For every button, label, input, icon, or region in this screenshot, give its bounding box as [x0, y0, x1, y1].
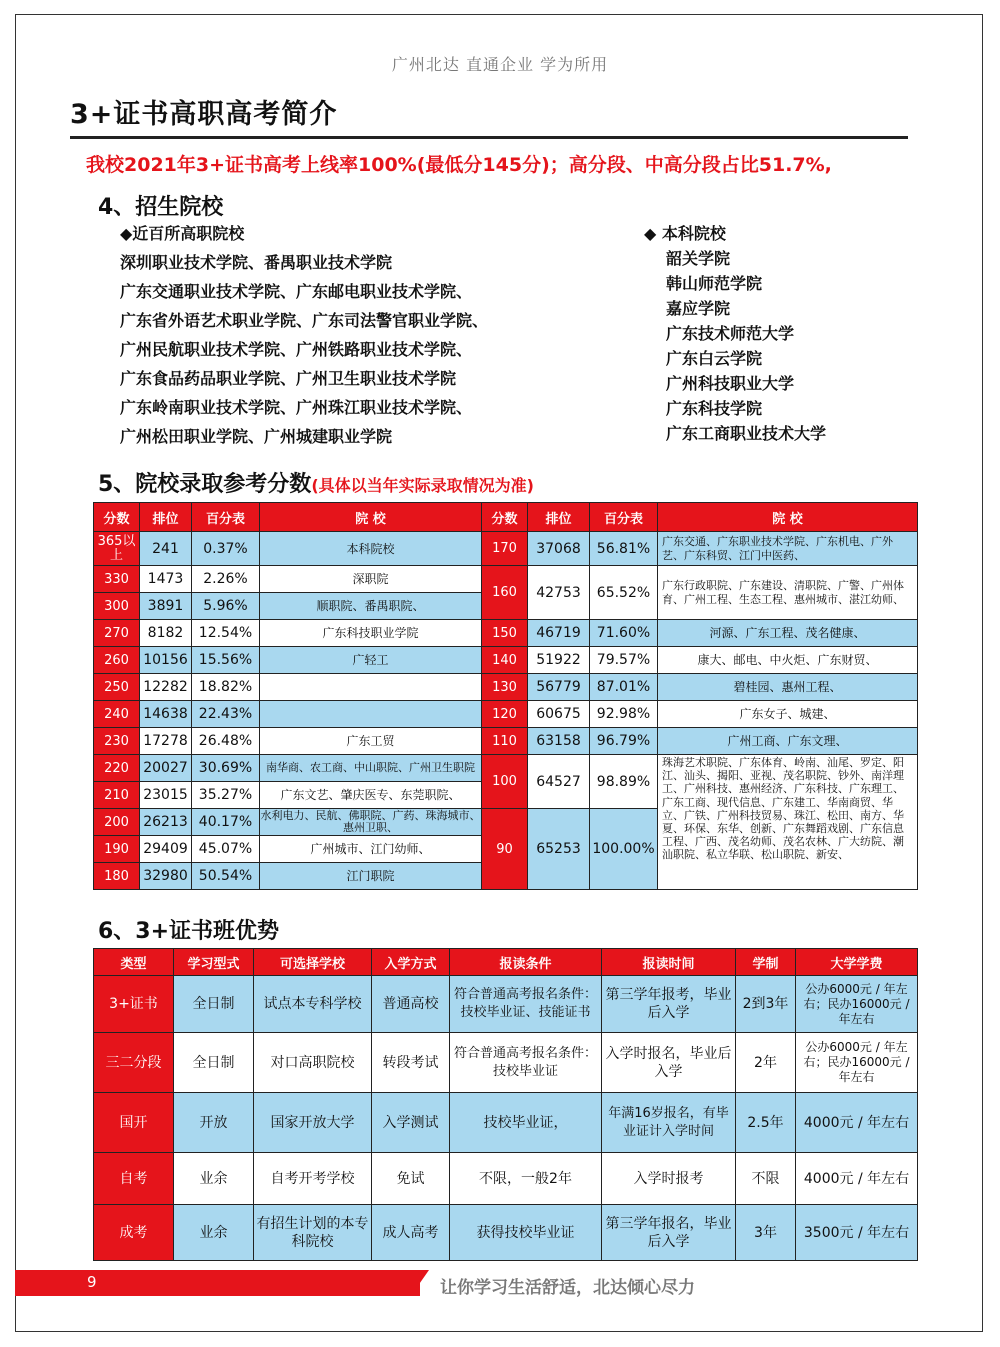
header-score: 分数: [94, 503, 140, 532]
school-cell: [260, 701, 482, 728]
school-cell: 深职院: [260, 566, 482, 593]
percent-cell: 18.82%: [192, 674, 260, 701]
section5-note: (具体以当年实际录取情况为准): [311, 476, 534, 495]
tuition-cell: 4000元 / 年左右: [796, 1153, 918, 1205]
program-comparison-table: [93, 948, 918, 1261]
entry-method-cell: 成人高考: [372, 1205, 450, 1261]
header-percent: 百分表: [192, 503, 260, 532]
rank-cell: 1473: [140, 566, 192, 593]
school-cell: [260, 674, 482, 701]
section4-heading: 4、招生院校: [98, 195, 224, 220]
score-cell: 300: [94, 593, 140, 620]
list-item: 广东科技学院: [666, 399, 763, 418]
header-type: 类型: [94, 949, 174, 976]
entry-method-cell: 转段考试: [372, 1033, 450, 1093]
percent-cell: 50.54%: [192, 863, 260, 890]
rank-cell: 65253: [528, 809, 590, 890]
score-cell: 170: [482, 532, 528, 566]
admission-score-table: [93, 502, 918, 890]
list-item: 广东岭南职业技术学院、广州珠江职业技术学院、: [120, 398, 473, 417]
rank-cell: 32980: [140, 863, 192, 890]
list-item: 深圳职业技术学院、番禺职业技术学院: [120, 253, 393, 272]
list-item: 广州科技职业大学: [666, 374, 795, 393]
school-cell: 水利电力、民航、佛职院、广药、珠海城市、惠州卫职、: [260, 809, 481, 834]
entry-method-cell: 普通高校: [372, 976, 450, 1033]
table-row: [94, 566, 918, 593]
score-cell: 210: [94, 782, 140, 809]
percent-cell: 71.60%: [590, 620, 658, 647]
requirements-cell: 获得技校毕业证: [450, 1205, 602, 1261]
percent-cell: 2.26%: [192, 566, 260, 593]
rank-cell: 46719: [528, 620, 590, 647]
study-mode-cell: 全日制: [174, 1033, 254, 1093]
school-cell: 珠海艺术职院、广东体育、岭南、汕尾、罗定、阳江、汕头、揭阳、亚视、茂名职院、钞外、南洋理工、广州科技、惠州经济、广东科技、广东理工、广东工商、现代信息、广东建工、华南商贸、华立、广铁、广州科技贸易、珠江、松田、南方、华夏、环保、东华、创新、广东舞蹈戏剧、广东信息工程、广西、茂名幼师、茂名农林、广大纺院、潮汕职院、私立华联、松山职院、新安、: [658, 755, 918, 890]
entry-method-cell: 免试: [372, 1153, 450, 1205]
percent-cell: 87.01%: [590, 674, 658, 701]
requirements-cell: 符合普通高考报名条件：技校毕业证、技能证书: [450, 976, 602, 1033]
type-cell: 成考: [94, 1205, 174, 1261]
score-cell: 140: [482, 647, 528, 674]
table-row: [94, 1033, 918, 1093]
percent-cell: 92.98%: [590, 701, 658, 728]
school-cell: 广州工商、广东文理、: [658, 728, 918, 755]
page-title: 3+证书高职高考简介: [70, 99, 338, 130]
rank-cell: 23015: [140, 782, 192, 809]
undergrad-list-head: ◆ 本科院校: [644, 224, 726, 243]
school-cell: 广东女子、城建、: [658, 701, 918, 728]
table-header-row: [94, 949, 918, 976]
type-cell: 三二分段: [94, 1033, 174, 1093]
table-row: [94, 532, 918, 566]
table-row: [94, 728, 918, 755]
study-mode-cell: 业余: [174, 1153, 254, 1205]
table-row: [94, 620, 918, 647]
schools-cell: 有招生计划的本专科院校: [254, 1205, 372, 1261]
school-cell: 碧桂园、惠州工程、: [658, 674, 918, 701]
score-cell: 365以上: [94, 532, 140, 566]
score-cell: 330: [94, 566, 140, 593]
table-row: [94, 755, 918, 782]
vocational-school-list: [120, 219, 600, 451]
rank-cell: 10156: [140, 647, 192, 674]
header-tuition: 大学学费: [796, 949, 918, 976]
score-cell: 220: [94, 755, 140, 782]
school-cell: 康大、邮电、中火炬、广东财贸、: [658, 647, 918, 674]
score-cell: 160: [482, 566, 528, 620]
header-enroll-time: 报读时间: [602, 949, 736, 976]
schools-cell: 对口高职院校: [254, 1033, 372, 1093]
header-schools: 可选择学校: [254, 949, 372, 976]
score-cell: 90: [482, 809, 528, 890]
score-cell: 270: [94, 620, 140, 647]
duration-cell: 2年: [736, 1033, 796, 1093]
score-cell: 150: [482, 620, 528, 647]
schools-cell: 自考开考学校: [254, 1153, 372, 1205]
list-item: 广东食品药品职业学院、广州卫生职业技术学院: [120, 369, 457, 388]
table-row: [94, 1205, 918, 1261]
duration-cell: 2.5年: [736, 1093, 796, 1153]
score-cell: 120: [482, 701, 528, 728]
enroll-time-cell: 第三学年报名，毕业后入学: [602, 1205, 736, 1261]
list-item: 嘉应学院: [666, 299, 731, 318]
tuition-cell: 4000元 / 年左右: [796, 1093, 918, 1153]
header-school: 院 校: [260, 503, 482, 532]
rank-cell: 60675: [528, 701, 590, 728]
type-cell: 国开: [94, 1093, 174, 1153]
score-cell: 250: [94, 674, 140, 701]
school-cell: 广州城市、江门幼师、: [260, 836, 482, 863]
school-cell: 南华商、农工商、中山职院、广州卫生职院: [260, 755, 482, 782]
table-row: [94, 1093, 918, 1153]
rank-cell: 14638: [140, 701, 192, 728]
requirements-cell: 符合普通高考报名条件：技校毕业证: [450, 1033, 602, 1093]
percent-cell: 56.81%: [590, 532, 658, 566]
header-requirements: 报读条件: [450, 949, 602, 976]
title-divider: [70, 136, 908, 139]
school-cell: 顺职院、番禺职院、: [260, 593, 482, 620]
school-cell: 河源、广东工程、茂名健康、: [658, 620, 918, 647]
study-mode-cell: 业余: [174, 1205, 254, 1261]
section6-heading: 6、3+证书班优势: [98, 919, 280, 944]
list-item: 韶关学院: [666, 249, 731, 268]
score-cell: 190: [94, 836, 140, 863]
rank-cell: 51922: [528, 647, 590, 674]
section5-heading: [98, 467, 534, 498]
rank-cell: 64527: [528, 755, 590, 809]
requirements-cell: 技校毕业证，: [450, 1093, 602, 1153]
percent-cell: 79.57%: [590, 647, 658, 674]
percent-cell: 65.52%: [590, 566, 658, 620]
school-cell: 广东工贸: [260, 728, 482, 755]
tuition-cell: 公办6000元 / 年左右；民办16000元 / 年左右: [796, 1033, 918, 1093]
vocational-list-head: ◆近百所高职院校: [120, 224, 245, 243]
rank-cell: 42753: [528, 566, 590, 620]
footer-bar: [15, 1270, 420, 1296]
list-item: 韩山师范学院: [666, 274, 763, 293]
table-row: [94, 647, 918, 674]
school-cell: 广东交通、广东职业技术学院、广东机电、广外艺、广东科贸、江门中医药、: [658, 532, 918, 566]
schools-cell: 试点本专科学校: [254, 976, 372, 1033]
school-cell: 本科院校: [260, 532, 482, 566]
rank-cell: 26213: [140, 809, 192, 836]
percent-cell: 26.48%: [192, 728, 260, 755]
tuition-cell: 公办6000元 / 年左右；民办16000元 / 年左右: [796, 976, 918, 1033]
page-number: 9: [87, 1273, 97, 1291]
list-item: 广州民航职业技术学院、广州铁路职业技术学院、: [120, 340, 473, 359]
percent-cell: 40.17%: [192, 809, 260, 836]
school-cell: 广轻工: [260, 647, 482, 674]
duration-cell: 3年: [736, 1205, 796, 1261]
table-row: [94, 701, 918, 728]
table-row: [94, 976, 918, 1033]
score-cell: 180: [94, 863, 140, 890]
undergrad-school-list: [644, 221, 904, 446]
percent-cell: 35.27%: [192, 782, 260, 809]
rank-cell: 241: [140, 532, 192, 566]
rank-cell: 56779: [528, 674, 590, 701]
percent-cell: 12.54%: [192, 620, 260, 647]
percent-cell: 22.43%: [192, 701, 260, 728]
score-cell: 100: [482, 755, 528, 809]
score-cell: 240: [94, 701, 140, 728]
rank-cell: 37068: [528, 532, 590, 566]
header-study-mode: 学习型式: [174, 949, 254, 976]
list-item: 广东交通职业技术学院、广东邮电职业技术学院、: [120, 282, 473, 301]
duration-cell: 2到3年: [736, 976, 796, 1033]
percent-cell: 30.69%: [192, 755, 260, 782]
type-cell: 3+证书: [94, 976, 174, 1033]
percent-cell: 15.56%: [192, 647, 260, 674]
rank-cell: 12282: [140, 674, 192, 701]
study-mode-cell: 全日制: [174, 976, 254, 1033]
enroll-time-cell: 年满16岁报名，有毕业证计入学时间: [602, 1093, 736, 1153]
footer-slogan: 让你学习生活舒适，北达倾心尽力: [440, 1278, 695, 1298]
score-cell: 260: [94, 647, 140, 674]
header-entry-method: 入学方式: [372, 949, 450, 976]
rank-cell: 8182: [140, 620, 192, 647]
enroll-time-cell: 入学时报名，毕业后入学: [602, 1033, 736, 1093]
percent-cell: 0.37%: [192, 532, 260, 566]
percent-cell: 45.07%: [192, 836, 260, 863]
header-school: 院 校: [658, 503, 918, 532]
score-cell: 110: [482, 728, 528, 755]
list-item: 广州松田职业学院、广州城建职业学院: [120, 427, 393, 446]
rank-cell: 20027: [140, 755, 192, 782]
rank-cell: 63158: [528, 728, 590, 755]
score-cell: 200: [94, 809, 140, 836]
header-score: 分数: [482, 503, 528, 532]
table-row: [94, 1153, 918, 1205]
rank-cell: 3891: [140, 593, 192, 620]
header-percent: 百分表: [590, 503, 658, 532]
list-item: 广东工商职业技术大学: [666, 424, 827, 443]
school-cell: 广东科技职业学院: [260, 620, 482, 647]
rank-cell: 17278: [140, 728, 192, 755]
percent-cell: 96.79%: [590, 728, 658, 755]
header-rank: 排位: [528, 503, 590, 532]
percent-cell: 98.89%: [590, 755, 658, 809]
table-row: [94, 674, 918, 701]
headline: 我校2021年3+证书高考上线率100%(最低分145分)；高分段、中高分段占比51.7%,: [86, 154, 832, 176]
score-cell: 130: [482, 674, 528, 701]
school-cell: 江门职院: [260, 863, 482, 890]
tuition-cell: 3500元 / 年左右: [796, 1205, 918, 1261]
school-cell: 广东文艺、肇庆医专、东莞职院、: [260, 782, 482, 809]
enroll-time-cell: 入学时报考: [602, 1153, 736, 1205]
percent-cell: 100.00%: [590, 809, 658, 890]
header-rank: 排位: [140, 503, 192, 532]
section5-title: 5、院校录取参考分数: [98, 472, 312, 497]
table-header-row: [94, 503, 918, 532]
schools-cell: 国家开放大学: [254, 1093, 372, 1153]
duration-cell: 不限: [736, 1153, 796, 1205]
school-cell: 广东行政职院、广东建设、清职院、广警、广州体育、广州工程、生态工程、惠州城市、湛江幼师、: [658, 566, 918, 620]
list-item: 广东省外语艺术职业学院、广东司法警官职业学院、: [120, 311, 489, 330]
requirements-cell: 不限，一般2年: [450, 1153, 602, 1205]
enroll-time-cell: 第三学年报考，毕业后入学: [602, 976, 736, 1033]
entry-method-cell: 入学测试: [372, 1093, 450, 1153]
list-item: 广东白云学院: [666, 349, 763, 368]
percent-cell: 5.96%: [192, 593, 260, 620]
header-tagline: 广州北达 直通企业 学为所用: [391, 55, 609, 74]
score-cell: 230: [94, 728, 140, 755]
list-item: 广东技术师范大学: [666, 324, 795, 343]
header-duration: 学制: [736, 949, 796, 976]
rank-cell: 29409: [140, 836, 192, 863]
type-cell: 自考: [94, 1153, 174, 1205]
study-mode-cell: 开放: [174, 1093, 254, 1153]
